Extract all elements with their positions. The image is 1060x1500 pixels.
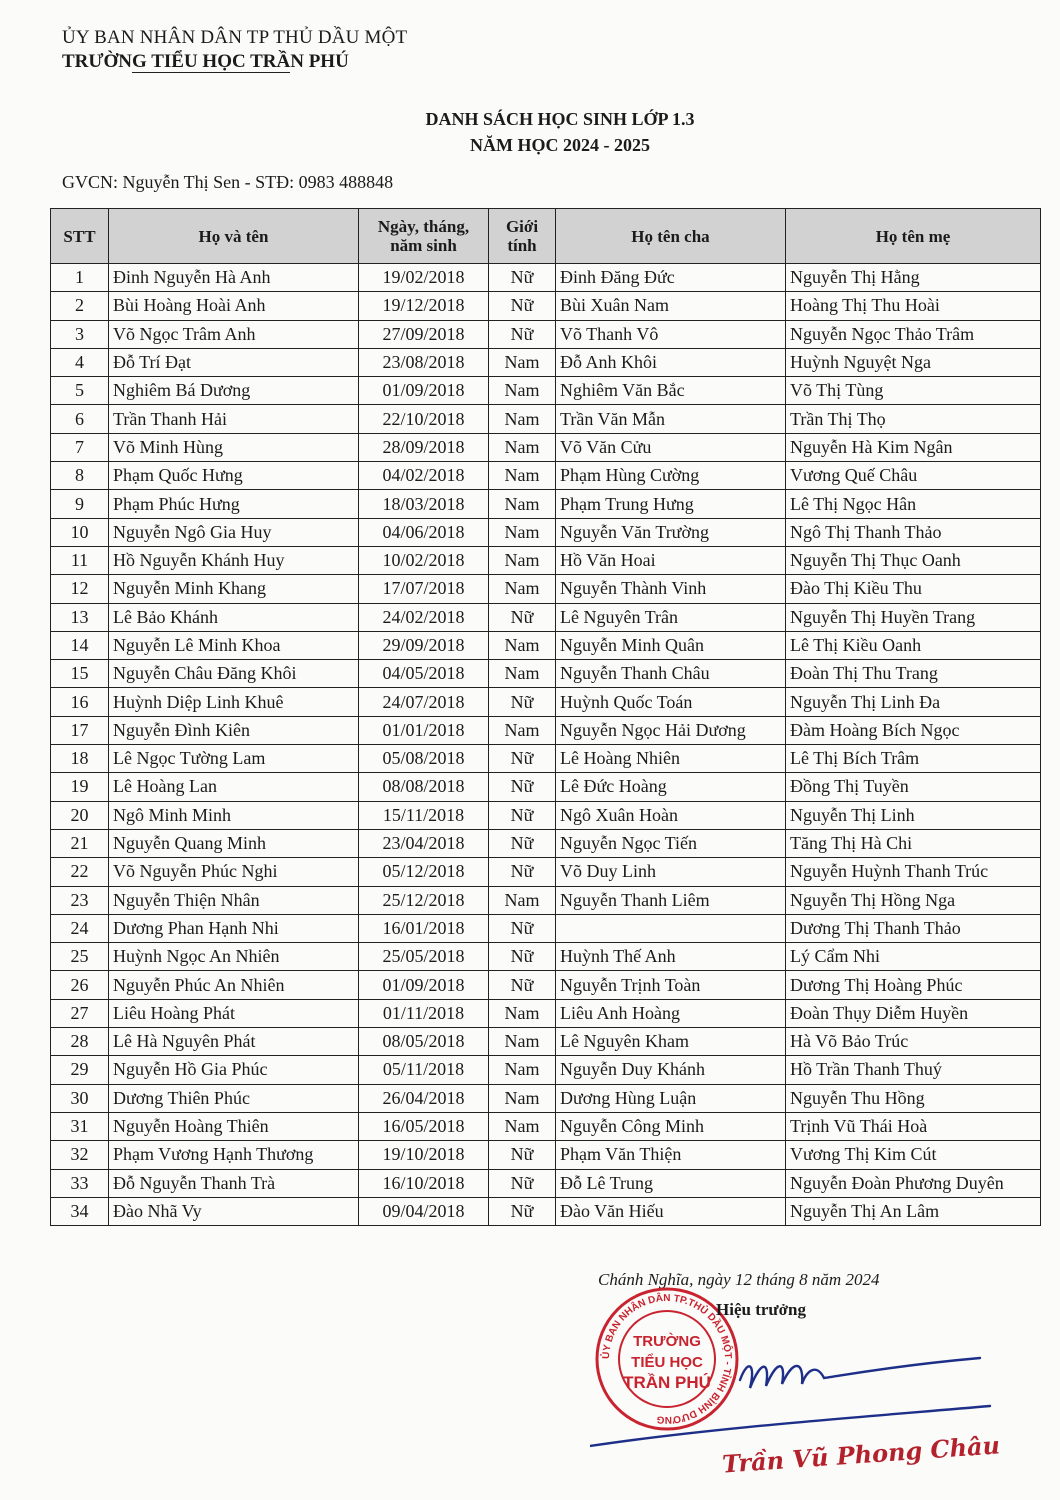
cell-name: Nguyễn Quang Minh (109, 829, 359, 857)
cell-name: Nghiêm Bá Dương (109, 377, 359, 405)
cell-name: Dương Phan Hạnh Nhi (109, 914, 359, 942)
svg-text:TRẦN PHÚ: TRẦN PHÚ (623, 1373, 711, 1392)
cell-stt: 30 (51, 1084, 109, 1112)
cell-mother: Nguyễn Thị Hồng Nga (786, 886, 1041, 914)
table-row (51, 320, 1041, 348)
cell-stt: 5 (51, 377, 109, 405)
cell-sex: Nam (489, 348, 556, 376)
cell-mother: Trịnh Vũ Thái Hoà (786, 1112, 1041, 1140)
cell-dob: 16/05/2018 (359, 1112, 489, 1140)
header-mother: Họ tên mẹ (786, 209, 1041, 264)
cell-mother: Đào Thị Kiều Thu (786, 575, 1041, 603)
cell-name: Dương Thiên Phúc (109, 1084, 359, 1112)
svg-text:TIỂU HỌC: TIỂU HỌC (631, 1354, 703, 1371)
cell-stt: 18 (51, 745, 109, 773)
cell-father: Lê Nguyên Trân (556, 603, 786, 631)
cell-mother: Ngô Thị Thanh Thảo (786, 518, 1041, 546)
cell-name: Võ Ngọc Trâm Anh (109, 320, 359, 348)
cell-mother: Trần Thị Thọ (786, 405, 1041, 433)
cell-stt: 4 (51, 348, 109, 376)
cell-stt: 17 (51, 716, 109, 744)
table-row (51, 546, 1041, 574)
cell-name: Lê Ngọc Tường Lam (109, 745, 359, 773)
cell-mother: Nguyễn Đoàn Phương Duyên (786, 1169, 1041, 1197)
cell-stt: 23 (51, 886, 109, 914)
document-title: DANH SÁCH HỌC SINH LỚP 1.3 (425, 109, 695, 129)
cell-name: Nguyễn Hồ Gia Phúc (109, 1056, 359, 1084)
cell-dob: 01/01/2018 (359, 716, 489, 744)
header-stt: STT (51, 209, 109, 264)
cell-name: Võ Nguyễn Phúc Nghi (109, 858, 359, 886)
cell-mother: Đàm Hoàng Bích Ngọc (786, 716, 1041, 744)
cell-dob: 17/07/2018 (359, 575, 489, 603)
cell-stt: 9 (51, 490, 109, 518)
table-header-row (51, 209, 1041, 264)
cell-father: Nguyễn Công Minh (556, 1112, 786, 1140)
cell-sex: Nữ (489, 1141, 556, 1169)
cell-stt: 26 (51, 971, 109, 999)
cell-sex: Nữ (489, 801, 556, 829)
cell-stt: 14 (51, 631, 109, 659)
cell-stt: 8 (51, 462, 109, 490)
cell-name: Lê Hà Nguyên Phát (109, 1028, 359, 1056)
cell-mother: Đoàn Thụy Diễm Huyền (786, 999, 1041, 1027)
table-row (51, 462, 1041, 490)
cell-dob: 24/02/2018 (359, 603, 489, 631)
cell-father: Huỳnh Thế Anh (556, 943, 786, 971)
cell-dob: 05/08/2018 (359, 745, 489, 773)
cell-mother: Lý Cẩm Nhi (786, 943, 1041, 971)
cell-dob: 15/11/2018 (359, 801, 489, 829)
cell-sex: Nam (489, 1028, 556, 1056)
table-row (51, 971, 1041, 999)
cell-father: Nguyễn Trịnh Toàn (556, 971, 786, 999)
principal-title: Hiệu trưởng (716, 1300, 806, 1319)
cell-dob: 09/04/2018 (359, 1197, 489, 1225)
cell-stt: 25 (51, 943, 109, 971)
cell-father: Lê Đức Hoàng (556, 773, 786, 801)
homeroom-teacher: GVCN: Nguyễn Thị Sen - STĐ: 0983 488848 (62, 172, 394, 192)
table-row (51, 716, 1041, 744)
cell-stt: 15 (51, 660, 109, 688)
cell-dob: 19/12/2018 (359, 292, 489, 320)
cell-father: Ngô Xuân Hoàn (556, 801, 786, 829)
cell-father: Nghiêm Văn Bắc (556, 377, 786, 405)
cell-mother: Nguyễn Thị Linh Đa (786, 688, 1041, 716)
cell-dob: 19/10/2018 (359, 1141, 489, 1169)
cell-mother: Dương Thị Thanh Thảo (786, 914, 1041, 942)
cell-sex: Nữ (489, 688, 556, 716)
cell-sex: Nam (489, 1056, 556, 1084)
cell-stt: 32 (51, 1141, 109, 1169)
cell-sex: Nam (489, 716, 556, 744)
cell-name: Phạm Phúc Hưng (109, 490, 359, 518)
cell-sex: Nữ (489, 943, 556, 971)
cell-stt: 29 (51, 1056, 109, 1084)
header-dob: Ngày, tháng, năm sinh (359, 209, 489, 264)
cell-mother: Đoàn Thị Thu Trang (786, 660, 1041, 688)
cell-mother: Dương Thị Hoàng Phúc (786, 971, 1041, 999)
table-row (51, 575, 1041, 603)
cell-dob: 01/11/2018 (359, 999, 489, 1027)
authority-name: ỦY BAN NHÂN DÂN TP THỦ DẦU MỘT (62, 27, 408, 48)
table-row (51, 858, 1041, 886)
cell-father: Đỗ Lê Trung (556, 1169, 786, 1197)
cell-stt: 1 (51, 264, 109, 292)
cell-name: Huỳnh Diệp Linh Khuê (109, 688, 359, 716)
header-name: Họ và tên (109, 209, 359, 264)
table-row (51, 433, 1041, 461)
table-row (51, 1084, 1041, 1112)
cell-father: Võ Duy Linh (556, 858, 786, 886)
cell-father: Lê Nguyên Kham (556, 1028, 786, 1056)
cell-sex: Nam (489, 490, 556, 518)
cell-sex: Nữ (489, 603, 556, 631)
cell-father: Đỗ Anh Khôi (556, 348, 786, 376)
cell-dob: 22/10/2018 (359, 405, 489, 433)
cell-stt: 21 (51, 829, 109, 857)
cell-dob: 23/04/2018 (359, 829, 489, 857)
table-row (51, 603, 1041, 631)
cell-stt: 11 (51, 546, 109, 574)
table-body (51, 264, 1041, 1226)
cell-name: Đào Nhã Vy (109, 1197, 359, 1225)
cell-father: Phạm Trung Hưng (556, 490, 786, 518)
table-row (51, 1112, 1041, 1140)
cell-sex: Nữ (489, 829, 556, 857)
cell-father: Đào Văn Hiếu (556, 1197, 786, 1225)
cell-name: Trần Thanh Hải (109, 405, 359, 433)
table-row (51, 377, 1041, 405)
cell-stt: 19 (51, 773, 109, 801)
table-row (51, 1197, 1041, 1225)
cell-mother: Nguyễn Thu Hồng (786, 1084, 1041, 1112)
table-row (51, 348, 1041, 376)
table-row (51, 631, 1041, 659)
cell-sex: Nữ (489, 914, 556, 942)
cell-mother: Lê Thị Bích Trâm (786, 745, 1041, 773)
table-row (51, 914, 1041, 942)
cell-father: Nguyễn Minh Quân (556, 631, 786, 659)
table-row (51, 688, 1041, 716)
cell-sex: Nam (489, 377, 556, 405)
cell-sex: Nữ (489, 320, 556, 348)
cell-mother: Nguyễn Ngọc Thảo Trâm (786, 320, 1041, 348)
cell-dob: 25/12/2018 (359, 886, 489, 914)
place-date: Chánh Nghĩa, ngày 12 tháng 8 năm 2024 (598, 1270, 880, 1289)
table-row (51, 829, 1041, 857)
cell-dob: 04/02/2018 (359, 462, 489, 490)
cell-dob: 18/03/2018 (359, 490, 489, 518)
cell-dob: 08/05/2018 (359, 1028, 489, 1056)
cell-stt: 7 (51, 433, 109, 461)
cell-father: Bùi Xuân Nam (556, 292, 786, 320)
table-row (51, 1028, 1041, 1056)
cell-stt: 16 (51, 688, 109, 716)
cell-father: Hồ Văn Hoai (556, 546, 786, 574)
cell-father (556, 914, 786, 942)
cell-name: Phạm Quốc Hưng (109, 462, 359, 490)
cell-sex: Nam (489, 660, 556, 688)
cell-stt: 24 (51, 914, 109, 942)
cell-dob: 29/09/2018 (359, 631, 489, 659)
cell-sex: Nam (489, 546, 556, 574)
cell-mother: Vương Thị Kim Cút (786, 1141, 1041, 1169)
cell-stt: 28 (51, 1028, 109, 1056)
cell-father: Nguyễn Ngọc Hải Dương (556, 716, 786, 744)
cell-stt: 3 (51, 320, 109, 348)
cell-dob: 16/10/2018 (359, 1169, 489, 1197)
table-row (51, 943, 1041, 971)
cell-name: Bùi Hoàng Hoài Anh (109, 292, 359, 320)
cell-dob: 25/05/2018 (359, 943, 489, 971)
table-row (51, 999, 1041, 1027)
cell-sex: Nữ (489, 292, 556, 320)
cell-mother: Hà Võ Bảo Trúc (786, 1028, 1041, 1056)
table-row (51, 801, 1041, 829)
cell-sex: Nữ (489, 264, 556, 292)
cell-name: Nguyễn Thiện Nhân (109, 886, 359, 914)
cell-sex: Nữ (489, 858, 556, 886)
cell-sex: Nam (489, 1084, 556, 1112)
cell-father: Võ Văn Cửu (556, 433, 786, 461)
cell-father: Lê Hoàng Nhiên (556, 745, 786, 773)
cell-dob: 26/04/2018 (359, 1084, 489, 1112)
cell-dob: 01/09/2018 (359, 377, 489, 405)
table-row (51, 1141, 1041, 1169)
cell-stt: 10 (51, 518, 109, 546)
cell-mother: Nguyễn Thị Huyền Trang (786, 603, 1041, 631)
table-row (51, 773, 1041, 801)
cell-name: Đỗ Trí Đạt (109, 348, 359, 376)
cell-dob: 08/08/2018 (359, 773, 489, 801)
cell-name: Nguyễn Lê Minh Khoa (109, 631, 359, 659)
table-row (51, 886, 1041, 914)
cell-sex: Nam (489, 575, 556, 603)
table-row (51, 405, 1041, 433)
cell-father: Nguyễn Thanh Liêm (556, 886, 786, 914)
cell-sex: Nữ (489, 971, 556, 999)
cell-stt: 34 (51, 1197, 109, 1225)
cell-sex: Nữ (489, 745, 556, 773)
cell-sex: Nam (489, 1112, 556, 1140)
cell-mother: Nguyễn Hà Kim Ngân (786, 433, 1041, 461)
cell-sex: Nữ (489, 773, 556, 801)
cell-name: Ngô Minh Minh (109, 801, 359, 829)
cell-sex: Nam (489, 433, 556, 461)
cell-father: Phạm Hùng Cường (556, 462, 786, 490)
cell-sex: Nam (489, 886, 556, 914)
cell-father: Trần Văn Mẫn (556, 405, 786, 433)
cell-dob: 16/01/2018 (359, 914, 489, 942)
header-father: Họ tên cha (556, 209, 786, 264)
table-row (51, 660, 1041, 688)
cell-stt: 6 (51, 405, 109, 433)
cell-mother: Nguyễn Thị An Lâm (786, 1197, 1041, 1225)
cell-name: Võ Minh Hùng (109, 433, 359, 461)
cell-mother: Vương Quế Châu (786, 462, 1041, 490)
cell-name: Lê Hoàng Lan (109, 773, 359, 801)
school-year: NĂM HỌC 2024 - 2025 (470, 135, 650, 155)
svg-text:TRƯỜNG: TRƯỜNG (633, 1333, 701, 1350)
cell-sex: Nam (489, 999, 556, 1027)
cell-father: Nguyễn Duy Khánh (556, 1056, 786, 1084)
table-row (51, 1169, 1041, 1197)
cell-dob: 10/02/2018 (359, 546, 489, 574)
cell-dob: 24/07/2018 (359, 688, 489, 716)
cell-dob: 23/08/2018 (359, 348, 489, 376)
cell-sex: Nam (489, 518, 556, 546)
cell-father: Nguyễn Văn Trường (556, 518, 786, 546)
cell-dob: 04/06/2018 (359, 518, 489, 546)
cell-father: Đinh Đăng Đức (556, 264, 786, 292)
cell-stt: 27 (51, 999, 109, 1027)
cell-name: Hồ Nguyễn Khánh Huy (109, 546, 359, 574)
cell-father: Nguyễn Thanh Châu (556, 660, 786, 688)
cell-father: Huỳnh Quốc Toán (556, 688, 786, 716)
cell-mother: Võ Thị Tùng (786, 377, 1041, 405)
cell-mother: Đồng Thị Tuyền (786, 773, 1041, 801)
cell-stt: 2 (51, 292, 109, 320)
cell-father: Phạm Văn Thiện (556, 1141, 786, 1169)
cell-father: Liêu Anh Hoàng (556, 999, 786, 1027)
table-row (51, 490, 1041, 518)
document-header (62, 26, 407, 74)
cell-mother: Tăng Thị Hà Chi (786, 829, 1041, 857)
cell-stt: 20 (51, 801, 109, 829)
cell-sex: Nam (489, 631, 556, 659)
cell-stt: 12 (51, 575, 109, 603)
cell-mother: Huỳnh Nguyệt Nga (786, 348, 1041, 376)
table-row (51, 1056, 1041, 1084)
cell-sex: Nam (489, 462, 556, 490)
table-row (51, 264, 1041, 292)
cell-sex: Nam (489, 405, 556, 433)
cell-name: Nguyễn Minh Khang (109, 575, 359, 603)
student-table (50, 208, 1041, 1226)
cell-sex: Nữ (489, 1169, 556, 1197)
cell-father: Nguyễn Thành Vinh (556, 575, 786, 603)
cell-dob: 01/09/2018 (359, 971, 489, 999)
cell-mother: Nguyễn Huỳnh Thanh Trúc (786, 858, 1041, 886)
cell-name: Nguyễn Châu Đăng Khôi (109, 660, 359, 688)
cell-name: Nguyễn Hoàng Thiên (109, 1112, 359, 1140)
cell-name: Nguyễn Ngô Gia Huy (109, 518, 359, 546)
cell-mother: Hoàng Thị Thu Hoài (786, 292, 1041, 320)
cell-father: Võ Thanh Vô (556, 320, 786, 348)
cell-stt: 13 (51, 603, 109, 631)
cell-name: Đinh Nguyễn Hà Anh (109, 264, 359, 292)
table-row (51, 745, 1041, 773)
cell-mother: Nguyễn Thị Hằng (786, 264, 1041, 292)
cell-name: Phạm Vương Hạnh Thương (109, 1141, 359, 1169)
cell-mother: Lê Thị Kiều Oanh (786, 631, 1041, 659)
cell-dob: 19/02/2018 (359, 264, 489, 292)
cell-dob: 05/11/2018 (359, 1056, 489, 1084)
cell-dob: 04/05/2018 (359, 660, 489, 688)
cell-father: Dương Hùng Luận (556, 1084, 786, 1112)
cell-stt: 33 (51, 1169, 109, 1197)
signer-name: Trần Vũ Phong Châu (721, 1430, 1001, 1479)
cell-name: Nguyễn Đình Kiên (109, 716, 359, 744)
cell-dob: 05/12/2018 (359, 858, 489, 886)
cell-stt: 31 (51, 1112, 109, 1140)
cell-sex: Nữ (489, 1197, 556, 1225)
header-sex: Giới tính (489, 209, 556, 264)
cell-stt: 22 (51, 858, 109, 886)
svg-text:ỦY BAN NHÂN DÂN TP.THỦ DẦU MỘT: ỦY BAN NHÂN DÂN TP.THỦ DẦU MỘT - TỈNH BÌNH DƯƠNG (600, 1292, 734, 1426)
cell-name: Đỗ Nguyễn Thanh Trà (109, 1169, 359, 1197)
cell-name: Lê Bảo Khánh (109, 603, 359, 631)
cell-dob: 27/09/2018 (359, 320, 489, 348)
cell-mother: Hồ Trần Thanh Thuý (786, 1056, 1041, 1084)
table-row (51, 292, 1041, 320)
cell-mother: Nguyễn Thị Thục Oanh (786, 546, 1041, 574)
cell-dob: 28/09/2018 (359, 433, 489, 461)
cell-name: Huỳnh Ngọc An Nhiên (109, 943, 359, 971)
cell-mother: Lê Thị Ngọc Hân (786, 490, 1041, 518)
cell-name: Nguyễn Phúc An Nhiên (109, 971, 359, 999)
cell-father: Nguyễn Ngọc Tiến (556, 829, 786, 857)
school-name: TRƯỜNG TIỂU HỌC TRẦN PHÚ (62, 51, 349, 72)
cell-name: Liêu Hoàng Phát (109, 999, 359, 1027)
cell-mother: Nguyễn Thị Linh (786, 801, 1041, 829)
principal-signature (590, 1318, 1010, 1448)
table-row (51, 518, 1041, 546)
